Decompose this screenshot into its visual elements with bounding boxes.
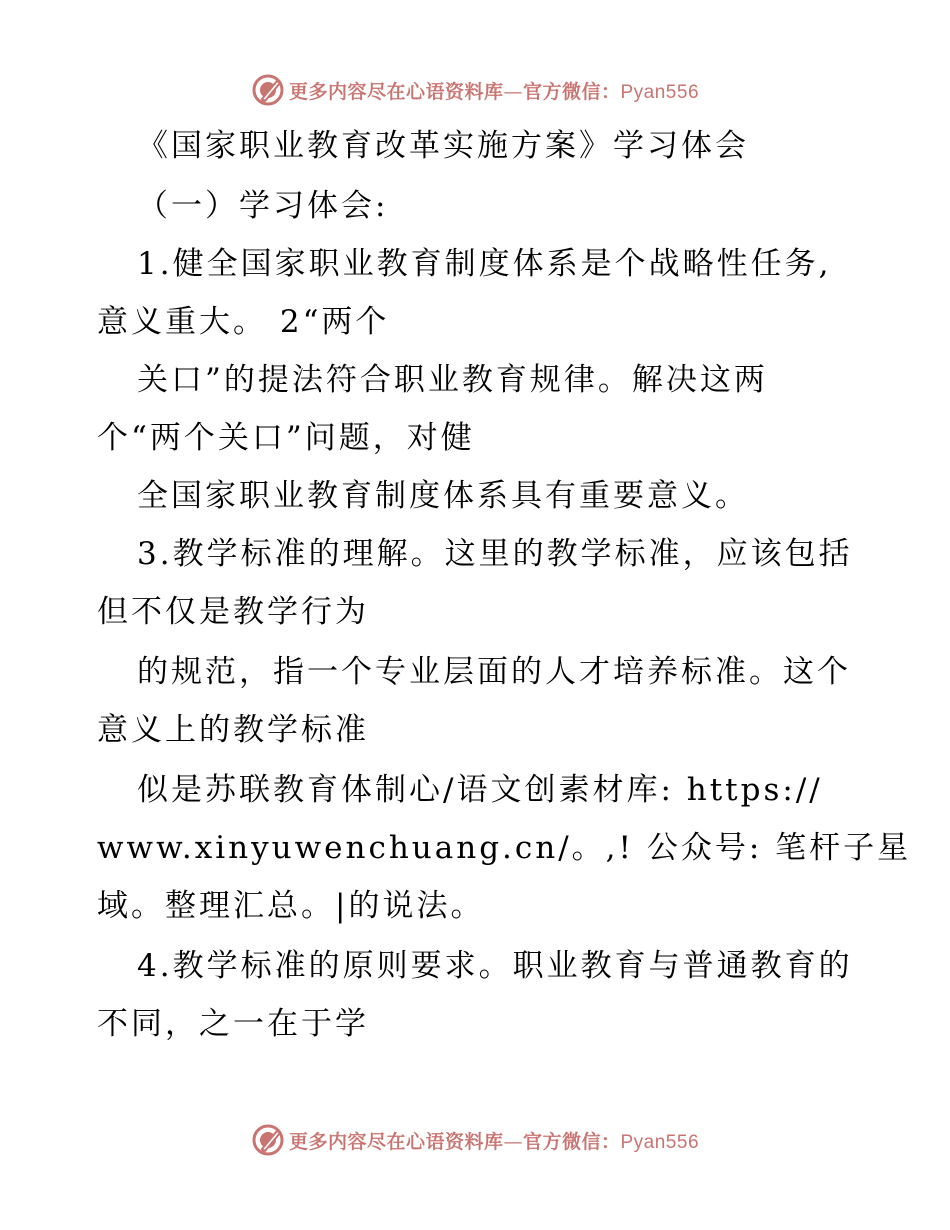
pen-logo-icon	[251, 1123, 285, 1157]
section-heading: （一）学习体会:	[137, 188, 389, 224]
paragraph-line: 不同，之一在于学	[97, 1006, 369, 1042]
paragraph-line: 的规范，指一个专业层面的人才培养标准。这个	[137, 654, 851, 690]
watermark-main: 更多内容尽在心语资料库	[288, 1130, 504, 1153]
watermark-wechat-id: Pyan556	[620, 1131, 700, 1153]
watermark-wechat-id: Pyan556	[620, 81, 700, 103]
watermark-label: 官方微信：	[522, 1130, 621, 1153]
watermark-main: 更多内容尽在心语资料库	[288, 80, 504, 103]
watermark-group	[251, 1123, 699, 1157]
watermark-separator: —	[503, 80, 523, 103]
footer-watermark	[0, 1120, 950, 1160]
paragraph-line: 1.健全国家职业教育制度体系是个战略性任务,	[137, 246, 832, 282]
paragraph-line: www.xinyuwenchuang.cn/。,! 公众号: 笔杆子星	[97, 830, 912, 866]
watermark-separator: —	[503, 1130, 523, 1153]
paragraph-line: 关口”的提法符合职业教育规律。解决这两	[137, 362, 768, 398]
paragraph-line: 似是苏联教育体制心/语文创素材库: https://	[137, 772, 823, 808]
paragraph-line: 意义上的教学标准	[97, 712, 369, 748]
paragraph-line: 但不仅是教学行为	[97, 594, 369, 630]
paragraph-line: 意义重大。 2“两个	[97, 304, 390, 340]
watermark-label: 官方微信：	[522, 80, 621, 103]
paragraph-line: 个“两个关口”问题，对健	[97, 420, 475, 456]
document-title: 《国家职业教育改革实施方案》学习体会	[137, 128, 749, 164]
paragraph-line: 全国家职业教育制度体系具有重要意义。	[137, 478, 749, 514]
paragraph-line: 域。整理汇总。|的说法。	[97, 888, 485, 924]
watermark-text	[289, 1127, 699, 1154]
paragraph-line: 4.教学标准的原则要求。职业教育与普通教育的	[137, 948, 853, 984]
paragraph-line: 3.教学标准的理解。这里的教学标准，应该包括	[137, 536, 853, 572]
